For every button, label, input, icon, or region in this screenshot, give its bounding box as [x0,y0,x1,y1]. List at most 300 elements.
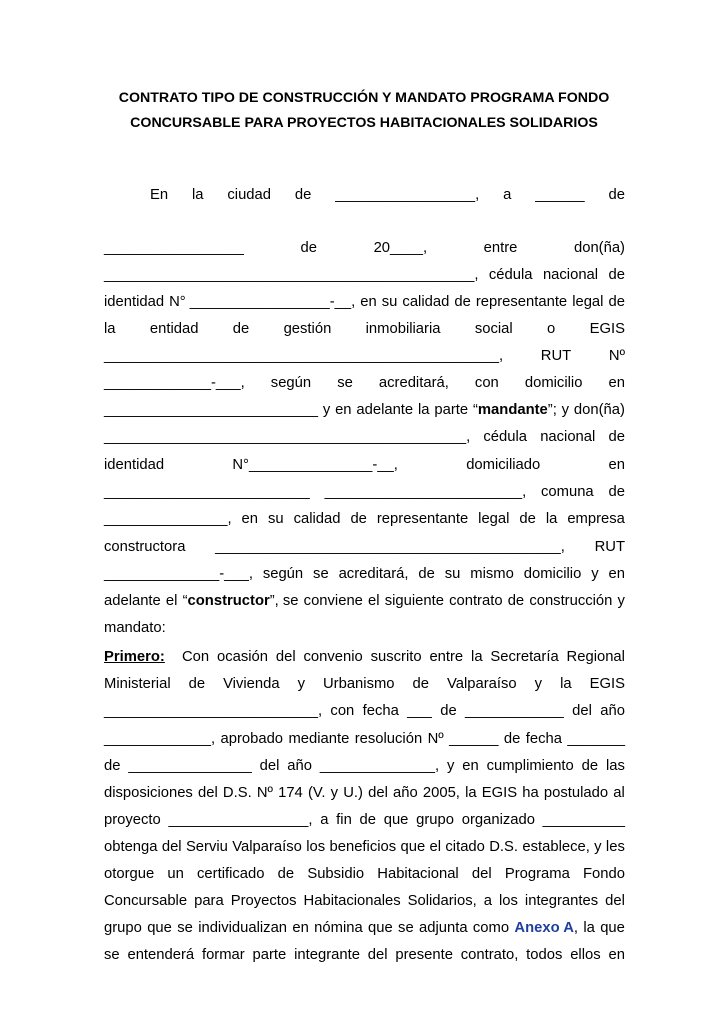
text-word: su [267,511,284,527]
word-group [128,756,251,776]
text-word: del [471,866,492,882]
text-word: citado [445,839,485,855]
text-word: Con [182,649,210,665]
word-group [574,400,625,420]
word-group [314,918,363,938]
text-word: su [381,294,398,310]
word-group [600,701,625,721]
clause-label: Primero: [104,649,165,665]
text-line [104,319,625,339]
word-group [278,864,294,884]
text-line [104,756,625,776]
word-group [287,756,312,776]
text-line [104,292,625,312]
word-group [104,918,142,938]
word-group [350,509,366,529]
text-word: fin [336,812,352,828]
word-group [104,674,171,694]
text-word: la [104,321,116,337]
text-word: con [330,703,355,719]
text-word: que [600,920,625,936]
word-group [104,756,120,776]
word-group [525,891,598,911]
text-word: identidad [104,294,165,310]
text-word: Ministerial [104,676,171,692]
word-group [104,509,232,529]
text-word: nacional [542,267,599,283]
word-group [608,292,624,312]
text-word: Anexo A [514,920,574,936]
word-group [440,701,456,721]
word-group [104,591,161,611]
word-group [313,564,329,584]
word-group [590,674,625,694]
text-word: legal [572,294,604,310]
text-word: nómina [314,920,363,936]
word-group [402,292,449,312]
text-word: para [194,893,224,909]
word-group [371,647,422,667]
text-word: cédula [488,267,533,283]
word-group [526,729,562,749]
text-word: de [359,812,376,828]
text-word: que [368,920,393,936]
text-word: ha [522,785,539,801]
word-group [594,837,601,857]
text-word: de [608,267,625,283]
word-group [284,319,332,339]
text-word: adjunta [419,920,468,936]
text-word: individualizan [198,920,288,936]
word-group [562,400,569,420]
word-group [192,185,204,205]
word-group [462,756,478,776]
text-word: social [474,321,513,337]
word-group [540,427,595,447]
word-group [543,265,598,285]
word-group [379,373,449,393]
word-group [567,509,625,529]
word-group [574,238,625,258]
word-group [194,891,224,911]
word-group [104,319,116,339]
text-word: Concursable [104,893,188,909]
text-word: otorgue [104,866,155,882]
word-group [278,783,303,803]
text-word: mismo [470,566,514,582]
word-group [168,810,312,830]
word-group [167,864,183,884]
word-group [395,945,453,965]
text-word: que [147,920,172,936]
text-word: ______________, [319,758,440,774]
text-word: de [232,321,250,337]
text-word: y [297,676,305,692]
text-word: beneficios [329,839,397,855]
word-group [320,810,328,830]
word-group [198,783,218,803]
text-word: Regional [566,649,625,665]
word-group [572,292,603,312]
word-group [609,564,625,584]
word-group [613,783,625,803]
word-group [215,537,565,557]
word-group [330,701,354,721]
text-word: siguiente [384,593,444,609]
text-word: que [400,839,426,855]
text-word: de [104,758,121,774]
text-word: convenio [303,649,363,665]
text-word: en [608,375,625,391]
document-title-line-1: CONTRATO TIPO DE CONSTRUCCIÓN Y MANDATO PROGRAMA FONDO [118,90,610,106]
word-group [268,509,284,529]
word-group [377,509,468,529]
text-word: domicilio [523,566,582,582]
word-group [429,647,463,667]
text-word: los [498,893,518,909]
word-group [475,373,499,393]
word-group [325,482,527,502]
word-group [198,918,287,938]
text-word: ________________________, [324,484,527,500]
text-word: EGIS [481,785,518,801]
word-group [475,319,513,339]
text-word: Fondo [583,866,625,882]
text-word: fecha [362,703,399,719]
text-word: integrantes [524,893,599,909]
word-group [490,647,558,667]
text-word: Subsidio [307,866,365,882]
word-group [150,185,168,205]
text-word: de [350,511,367,527]
word-group [428,729,444,749]
word-group [368,783,388,803]
text-word: empresa [567,511,625,527]
word-group [483,427,527,447]
word-group [231,891,297,911]
word-group [217,647,268,667]
word-group [294,945,360,965]
word-group [514,918,578,938]
text-word: adelante [104,593,161,609]
text-word: mandato: [104,620,166,636]
text-word: _____________________________________________, [104,267,479,283]
text-word: don(ña) [573,240,625,256]
text-word: y [330,785,339,801]
word-group [605,891,625,911]
word-group [177,918,193,938]
text-word: Programa [504,866,570,882]
word-group [400,837,425,857]
text-word: _______________ [128,758,252,774]
text-word: organizado [461,812,535,828]
word-group [368,918,393,938]
word-group [499,891,518,911]
text-word: se [177,920,193,936]
word-group [253,945,287,965]
text-word: se [313,566,329,582]
word-group [600,918,625,938]
text-word: Habitacionales [303,893,401,909]
text-word: contrato, [460,947,519,963]
text-line [104,591,625,611]
text-word: EGIS [589,321,625,337]
word-group [232,837,302,857]
text-word: en [335,402,352,418]
text-word: grupo [416,812,454,828]
text-word: representante [376,511,469,527]
text-word: resolución [354,731,423,747]
word-group [398,918,414,938]
text-word: N°_______________-__, [232,457,398,473]
text-word: entre [483,240,518,256]
word-group [335,185,479,205]
text-line [104,701,625,721]
word-group [260,756,280,776]
text-word: ______ [449,731,499,747]
text-word: de [608,429,625,445]
word-group [197,864,264,884]
word-group [320,756,439,776]
word-group [169,292,355,312]
word-group [374,238,428,258]
text-line [104,564,625,584]
word-group [478,509,509,529]
text-word: gestión [283,321,332,337]
word-group [524,564,582,584]
word-group [377,864,458,884]
word-group [606,837,625,857]
text-word: un [167,866,184,882]
word-group [368,945,388,965]
text-word: suscrito [370,649,422,665]
text-word: o [547,321,556,337]
word-group [465,783,477,803]
word-group [150,319,199,339]
word-group [567,729,625,749]
text-word: acreditará, [378,375,449,391]
word-group [484,891,492,911]
word-group [487,756,574,776]
text-word: de [294,187,312,203]
word-group [182,647,209,667]
word-group [535,185,584,205]
text-word: les [605,839,625,855]
text-word: con [474,375,499,391]
word-group [609,346,625,366]
word-group [449,729,498,749]
text-word: y [534,676,543,692]
word-group [609,482,625,502]
text-line [182,647,625,667]
word-group [104,837,158,857]
word-group [471,647,483,667]
text-word: don(ña) [573,402,625,418]
text-word: Nº [256,785,273,801]
word-group [570,945,600,965]
text-word: el [429,839,442,855]
text-word: del [259,758,280,774]
text-word: la [560,676,572,692]
text-word: ciudad [227,187,271,203]
text-line [104,537,625,557]
word-group [337,373,353,393]
word-group [508,591,524,611]
word-group [301,238,317,258]
text-word: el [165,593,178,609]
word-group [304,647,363,667]
text-word: calidad [402,294,450,310]
word-group [418,400,430,420]
text-word: a [320,812,329,828]
word-group [535,674,542,694]
word-group [547,319,555,339]
text-word: del [198,785,218,801]
text-word: la [545,511,558,527]
text-word: proyecto [104,812,161,828]
text-word: mediante [288,731,350,747]
text-word: U.) [343,785,363,801]
word-group [331,783,338,803]
word-group [416,810,454,830]
text-word: de [503,731,521,747]
text-word: fecha [525,731,562,747]
word-group [104,864,154,884]
word-group [127,945,194,965]
word-group [304,891,401,911]
text-word: ”; [547,402,557,418]
text-word: integrante [294,947,360,963]
text-line [104,918,625,938]
text-line [104,427,625,447]
text-word: de [454,294,471,310]
text-word: en [360,294,377,310]
text-word: según [270,375,312,391]
word-group [489,837,518,857]
word-group [257,783,273,803]
word-group [295,185,311,205]
text-word: nacional [540,429,596,445]
text-word: mandante [477,402,548,418]
text-word: ”, se [269,593,299,609]
word-group [473,400,557,420]
text-word: al [613,785,625,801]
text-word: Proyectos [230,893,297,909]
text-word: parte [252,947,287,963]
word-group [360,810,376,830]
word-group [470,564,514,584]
text-word: Valparaíso [232,839,302,855]
text-word: Solidarios, [407,893,477,909]
word-group [541,346,571,366]
text-word: calidad [293,511,341,527]
text-word: a [483,893,492,909]
text-word: del [572,703,592,719]
text-word: de [418,566,435,582]
word-group [336,810,352,830]
word-group [360,292,376,312]
word-group [609,427,625,447]
text-word: de [440,703,457,719]
text-word: se [337,375,353,391]
text-word: representante [475,294,568,310]
text-word: en [462,758,479,774]
text-word: de [608,484,625,500]
text-word: Secretaría [490,649,559,665]
text-line [104,400,625,420]
word-group [590,319,625,339]
text-word: en [241,511,258,527]
text-word: ocasión [217,649,269,665]
text-word: en [608,947,625,963]
word-group [544,783,608,803]
word-group [519,509,535,529]
word-group [271,373,311,393]
word-group [104,701,322,721]
word-group [104,945,120,965]
text-word: en [292,920,309,936]
text-word: de [608,187,625,203]
text-word: ___ [407,703,432,719]
text-word: _____________-___, [104,375,245,391]
text-line [104,783,625,803]
text-word: entenderá [127,947,195,963]
word-group [504,729,520,749]
text-word: cumplimiento [486,758,574,774]
text-word: año [393,785,418,801]
text-word: 2005, [422,785,460,801]
word-group [366,319,441,339]
text-word: del [368,785,388,801]
text-word: y [561,402,570,418]
word-group [476,292,567,312]
word-group [445,837,485,857]
text-line [104,837,625,857]
word-group [382,292,398,312]
text-word: __________ [542,812,625,828]
word-group [223,783,252,803]
word-group [304,591,363,611]
word-group [308,783,326,803]
text-word: acreditará, [338,566,409,582]
word-group [583,864,625,884]
word-group [288,729,349,749]
text-word: Serviu [185,839,228,855]
word-group [307,864,364,884]
word-group [323,400,330,420]
text-line [104,265,625,285]
text-word: constructora [104,539,186,555]
text-word: Nº [608,348,625,364]
text-word: y [591,566,599,582]
word-group [473,918,509,938]
word-group [166,591,178,611]
word-group [609,455,625,475]
text-word: Habitacional [377,866,459,882]
text-word: la [583,920,595,936]
text-word: _________________, [335,187,480,203]
text-word: En [150,187,169,203]
word-group [583,918,595,938]
word-group [385,591,444,611]
text-word: Valparaíso [447,676,517,692]
word-group [525,373,583,393]
text-word: las [605,758,625,774]
word-group [462,810,535,830]
text-line [104,373,625,393]
text-word: en [608,457,625,473]
word-group [330,837,397,857]
